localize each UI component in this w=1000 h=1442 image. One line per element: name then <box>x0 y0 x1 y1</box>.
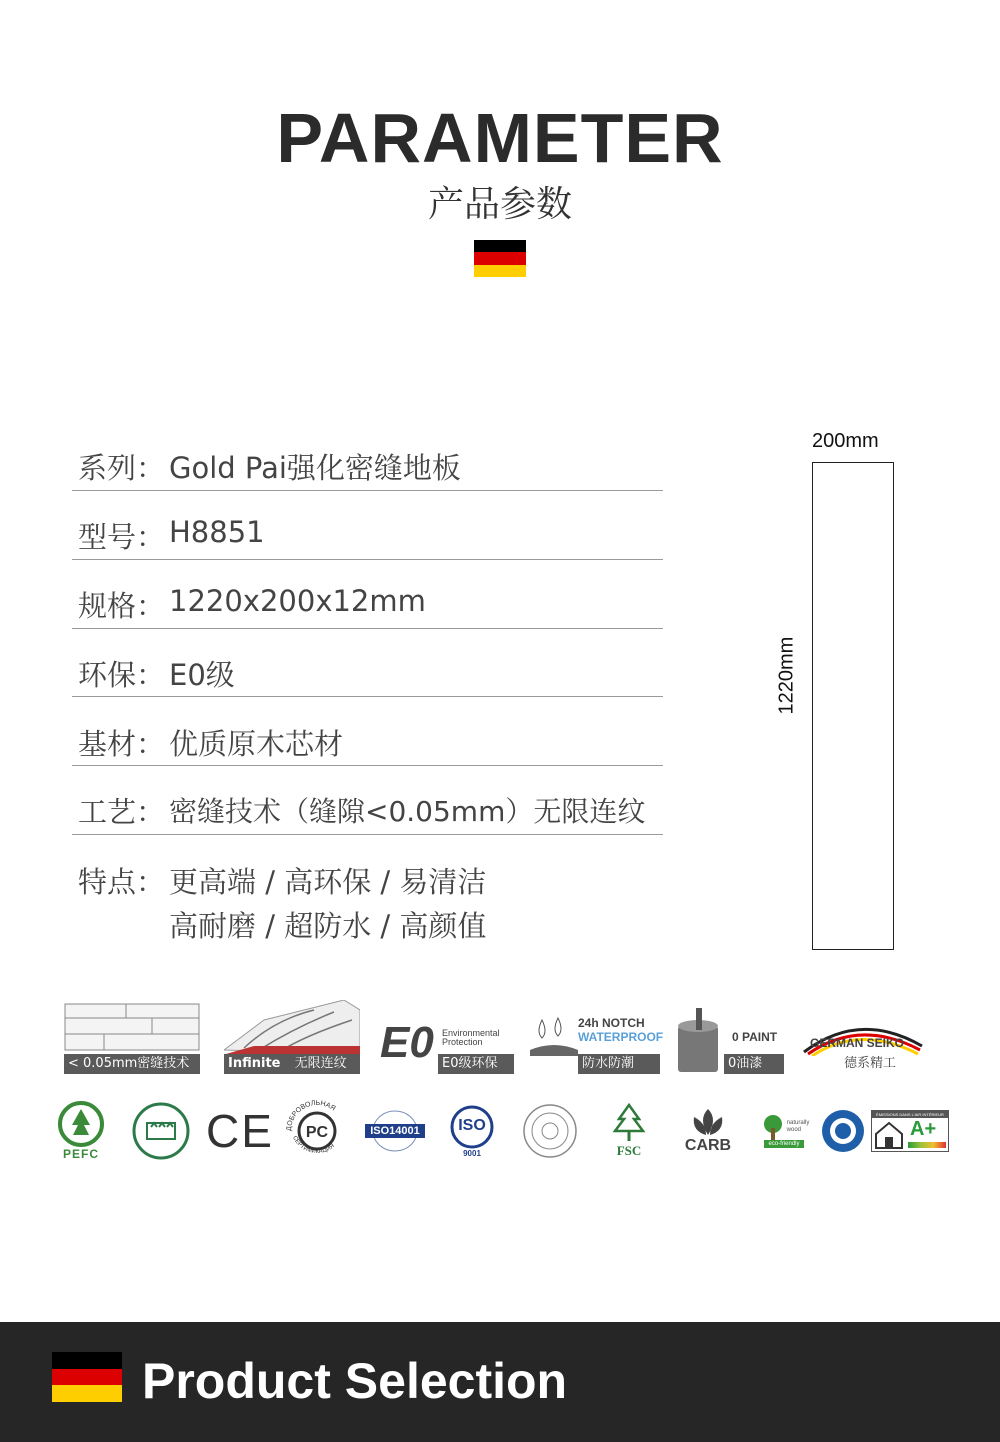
seam-gap-icon <box>64 1000 200 1052</box>
param-value: 优质原木芯材 <box>169 727 344 761</box>
iso14001-logo <box>362 1100 428 1162</box>
rst-icon <box>280 1100 354 1162</box>
param-value: 密缝技术（缝隙<0.05mm）无限连纹 <box>169 795 646 828</box>
germany-flag-icon <box>474 240 526 277</box>
paint-top1: 0 PAINT <box>732 1030 778 1044</box>
feature-caption-en: Infinite <box>228 1056 281 1071</box>
carb-text: CARB <box>684 1137 732 1154</box>
pefc-logo <box>50 1100 112 1162</box>
param-value-line2: 高耐磨 / 超防水 / 高颜值 <box>169 909 487 943</box>
footer-title: Product Selection <box>142 1353 568 1409</box>
woodgrain-icon <box>224 1000 360 1054</box>
param-row-spec <box>72 584 663 629</box>
param-label: 环保： <box>78 658 166 692</box>
feature-woodgrain-badge <box>224 1000 360 1074</box>
plank-width-label: 200mm <box>812 430 879 452</box>
param-label: 系列： <box>78 451 166 485</box>
naturally-wood-logo <box>754 1100 814 1162</box>
iso14001-text: ISO14001 <box>370 1125 420 1137</box>
waterproof-icon <box>528 1016 580 1068</box>
param-value: Gold Pai强化密缝地板 <box>169 451 461 485</box>
naturally-text: naturally <box>786 1120 810 1126</box>
param-value: 更高端 / 高环保 / 易清洁 <box>169 865 487 899</box>
param-label: 基材： <box>78 727 166 761</box>
param-row-material <box>72 722 663 766</box>
pefc-text: PEFC <box>62 1147 99 1161</box>
feature-caption-cn: 无限连纹 <box>294 1056 347 1071</box>
feature-e0-badge <box>378 1000 514 1074</box>
waterproof-top2: WATERPROOF <box>578 1030 664 1044</box>
carb-icon <box>684 1107 732 1137</box>
aplus-caption: ÉMISSIONS DANS L'AIR INTÉRIEUR <box>872 1111 948 1118</box>
plank-outline <box>812 462 894 950</box>
e0-icon: E0 <box>380 1018 434 1067</box>
waterproof-top1: 24h NOTCH <box>578 1016 645 1030</box>
carb-logo <box>676 1100 740 1162</box>
param-label: 规格： <box>78 589 166 623</box>
param-row-series <box>72 446 663 491</box>
fsc-icon <box>607 1103 651 1143</box>
param-row-model <box>72 515 663 560</box>
feature-caption: 德系精工 <box>844 1056 897 1071</box>
blue-angel-logo <box>820 1100 866 1162</box>
china-env-logo <box>520 1100 580 1162</box>
feature-seam-badge <box>64 1000 200 1074</box>
rst-text: PC <box>305 1124 329 1141</box>
param-value: 1220x200x12mm <box>169 584 426 618</box>
fsc-logo <box>600 1100 658 1162</box>
feature-caption <box>224 1054 360 1074</box>
aplus-text: A+ <box>910 1118 937 1140</box>
iso9001-sub: 9001 <box>463 1148 481 1158</box>
feature-caption: < 0.05mm密缝技术 <box>64 1054 200 1074</box>
feature-caption: 防水防潮 <box>578 1054 660 1074</box>
pefc-icon <box>56 1101 106 1147</box>
ce-icon: CE <box>206 1105 274 1157</box>
rst-logo <box>280 1100 354 1162</box>
page-subtitle: 产品参数 <box>427 184 572 225</box>
iso9001-text: ISO <box>458 1116 486 1134</box>
feature-caption: E0级环保 <box>438 1054 514 1074</box>
ec-icon <box>131 1101 191 1161</box>
feature-waterproof-badge <box>526 1000 664 1074</box>
eco-friendly-text: eco-friendly <box>764 1140 803 1148</box>
param-row-eco <box>72 653 663 697</box>
param-value: E0级 <box>169 658 235 692</box>
blue-angel-icon <box>821 1109 865 1153</box>
e0-small-2: Protection <box>442 1037 483 1047</box>
e0-small-1: Environmental <box>442 1028 500 1038</box>
china-env-icon <box>522 1103 578 1159</box>
wood-text: wood <box>786 1127 801 1133</box>
param-row-craft <box>72 790 663 835</box>
param-value: H8851 <box>169 515 265 549</box>
fsc-text: FSC <box>616 1143 642 1158</box>
feature-seiko-badge <box>800 1000 926 1074</box>
naturally-wood-icon <box>759 1114 787 1140</box>
param-row-features <box>72 860 663 950</box>
ce-logo <box>206 1100 274 1162</box>
paint-bucket-icon <box>674 1008 724 1074</box>
feature-caption: 0油漆 <box>724 1054 784 1074</box>
rst-ring-bottom: СЕРТИФИКАЦИЯ <box>291 1135 336 1156</box>
param-label: 工艺： <box>78 795 166 829</box>
iso9001-logo <box>440 1100 504 1162</box>
rst-ring-top: ДОБРОВОЛЬНАЯ <box>285 1100 337 1132</box>
feature-paint-badge <box>672 1000 784 1074</box>
aplus-icon <box>874 1120 904 1150</box>
germany-flag-footer-icon <box>52 1352 122 1402</box>
page-title: PARAMETER <box>276 99 724 177</box>
plank-length-label: 1220mm <box>775 636 798 715</box>
ec-logo <box>130 1100 192 1162</box>
param-label: 型号： <box>78 520 166 554</box>
seiko-top1: GERMAN SEIKO <box>810 1036 905 1050</box>
param-label: 特点： <box>78 865 166 899</box>
aplus-logo <box>870 1100 950 1162</box>
